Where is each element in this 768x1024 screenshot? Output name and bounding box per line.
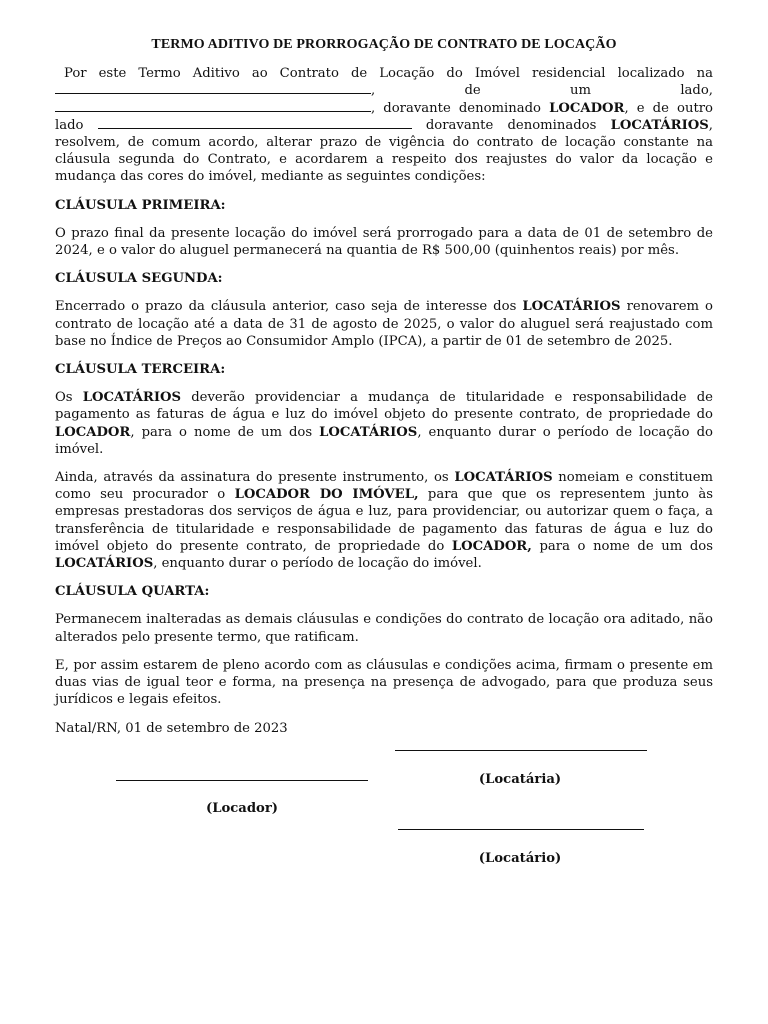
address-blank-field[interactable]: [55, 82, 371, 94]
locatario-signature-line[interactable]: [398, 829, 644, 830]
intro-text-3: , doravante denominado: [371, 100, 550, 116]
locador-name-blank-field[interactable]: [55, 100, 371, 112]
clause-3-paragraph-1: [55, 389, 713, 458]
place-date: Natal/RN, 01 de setembro de 2023: [55, 720, 288, 736]
clause-4-text: Permanecem inalteradas as demais cláusulas e condições do contrato de locação ora aditado, não alterados pelo presente termo, que ratificam.: [55, 612, 713, 645]
clause-2-text-part: Encerrado o prazo da cláusula anterior, caso seja de interesse dos: [55, 299, 523, 315]
document-title: TERMO ADITIVO DE PRORROGAÇÃO DE CONTRATO DE LOCAÇÃO: [151, 37, 617, 52]
clause-3-text-part: Os: [55, 390, 83, 406]
locatarios-term: LOCATÁRIOS: [82, 390, 182, 406]
clause-1-text: O prazo final da presente locação do imóvel será prorrogado para a data de 01 de setembro de 2024, e o valor do aluguel permanecerá na quantia de R$ 500,00 (quinhentos reais) por mês.: [55, 225, 713, 259]
clause-3-text-part: Ainda, através da assinatura do presente instrumento, os: [55, 470, 455, 486]
clause-3-text-part: para o nome de um dos: [531, 538, 713, 554]
intro-text-5: doravante denominados: [411, 117, 611, 133]
intro-text-4: , e de outro lado: [55, 100, 713, 133]
document-page: [55, 36, 713, 737]
locatarios-term: LOCATÁRIOS: [55, 556, 154, 572]
locatarios-term: LOCATÁRIOS: [319, 424, 418, 440]
locatarios-name-blank-field[interactable]: [98, 117, 412, 129]
clause-1-heading: CLÁUSULA PRIMEIRA:: [55, 197, 226, 213]
locador-signature-line[interactable]: [116, 780, 368, 781]
locador-term: LOCADOR,: [451, 538, 532, 554]
intro-text-6: , resolvem, de comum acordo, alterar prazo de vigência do contrato de locação constante na cláusula segunda do Contrato, e acordarem a respeito dos reajustes do valor da locação e mudança das cores do imóvel, mediante as seguintes condições:: [55, 117, 713, 185]
locataria-signature-line[interactable]: [395, 750, 647, 751]
clause-3-text-part: nomeiam e constituem como seu procurador o: [55, 470, 714, 503]
locador-term: LOCADOR: [549, 100, 625, 116]
locatarios-term: LOCATÁRIOS: [610, 117, 709, 133]
closing-paragraph: E, por assim estarem de pleno acordo com as cláusulas e condições acima, firmam o presente em duas vias de igual teor e forma, na presença na presença de advogado, para que produza seus jurídicos e legais efeitos.: [55, 657, 713, 708]
intro-paragraph: [55, 65, 713, 185]
clause-3-heading: CLÁUSULA TERCEIRA:: [55, 362, 226, 378]
clause-4-heading: CLÁUSULA QUARTA:: [55, 584, 210, 600]
locataria-signature-label: (Locatária): [478, 772, 562, 787]
clause-2-text: [55, 298, 713, 350]
clause-3-text-part: , enquanto durar o período de locação do imóvel.: [55, 424, 713, 457]
intro-text-1: Por este Termo Aditivo ao Contrato de Locação do Imóvel residencial localizado na: [64, 66, 713, 82]
intro-text-2: , de um lado,: [371, 83, 713, 99]
locador-do-imovel-term: LOCADOR DO IMÓVEL,: [234, 487, 419, 503]
clause-2-heading: CLÁUSULA SEGUNDA:: [55, 271, 223, 287]
locatarios-term: LOCATÁRIOS: [522, 299, 621, 315]
locador-signature-label: (Locador): [205, 801, 279, 816]
clause-2-text-part: renovarem o contrato de locação até a data de 31 de agosto de 2025, o valor do aluguel será reajustado com base no Índice de Preços ao Consumidor Amplo (IPCA), a partir de 01 de setembro de 2025.: [55, 299, 713, 349]
clause-3-text-part: deverão providenciar a mudança de titularidade e responsabilidade de pagamento as faturas de água e luz do imóvel objeto do presente contrato, de propriedade do: [55, 390, 713, 423]
locatarios-term: LOCATÁRIOS: [454, 470, 553, 486]
clause-3-paragraph-2: [55, 469, 713, 572]
clause-3-text-part: para que que os representem junto às empresas prestadoras dos serviços de água e luz, para providenciar, ou autorizar quem o faça, a transferência de titularidade e responsabilidade de pagamento das faturas de água e luz do imóvel objeto do presente contrato, de propriedade do: [55, 487, 713, 554]
clause-3-text-part: , para o nome de um dos: [130, 424, 320, 440]
clause-3-text-part: , enquanto durar o período de locação do imóvel.: [153, 556, 482, 572]
locatario-signature-label: (Locatário): [478, 851, 562, 866]
locador-term: LOCADOR: [55, 424, 131, 440]
